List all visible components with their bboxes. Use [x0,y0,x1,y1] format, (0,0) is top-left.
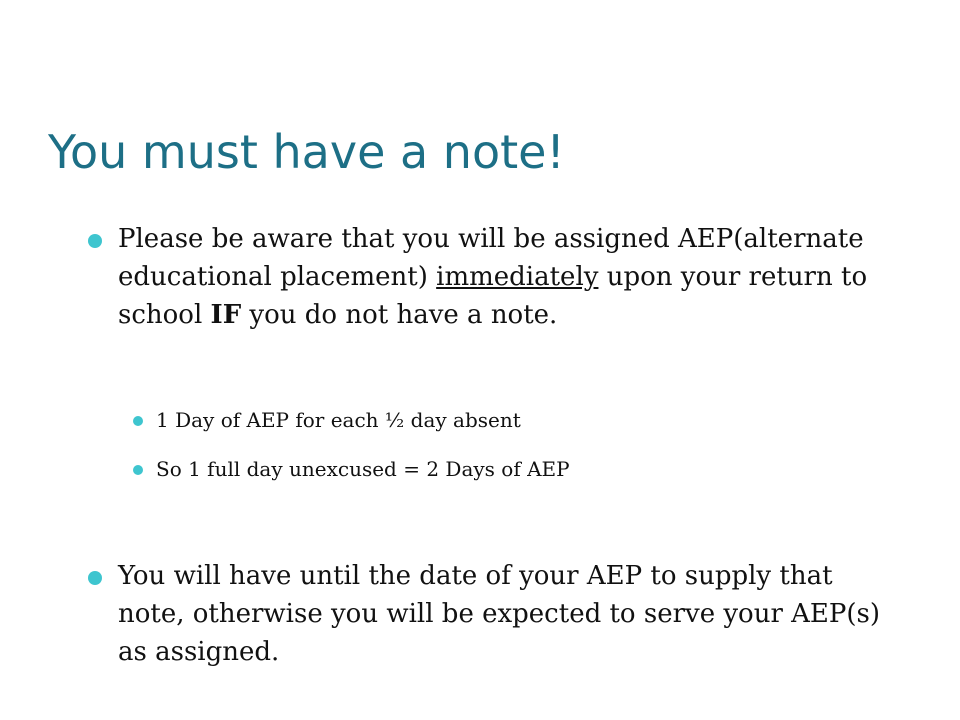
bullet-marker [88,234,102,248]
bullet-text-part2: upon your return to school [118,262,868,330]
bullet-text-part1: Please be aware that you will be assigned AEP(alternate educational placement) [118,224,864,292]
sub-bullet-item [133,406,893,434]
sub-bullet-marker [133,416,143,426]
sub-bullet-item [133,455,893,483]
sub-bullet-text: So 1 full day unexcused = 2 Days of AEP [156,457,570,481]
sub-bullet-text: 1 Day of AEP for each ½ day absent [156,408,521,432]
slide-title: You must have a note! [48,125,565,179]
bullet-text-part3: you do not have a note. [241,300,558,330]
bullet-marker [88,571,102,585]
sub-bullet-marker [133,465,143,475]
emphasis-underline: immediately [436,262,599,292]
bullet-item-aep-deadline [88,557,898,671]
emphasis-bold: IF [210,300,242,330]
bullet-text [118,220,898,334]
bullet-text: You will have until the date of your AEP to supply that note, otherwise you will be expected to serve your AEP(s) as assigned. [118,561,881,667]
bullet-item-note-requirement [88,220,898,334]
